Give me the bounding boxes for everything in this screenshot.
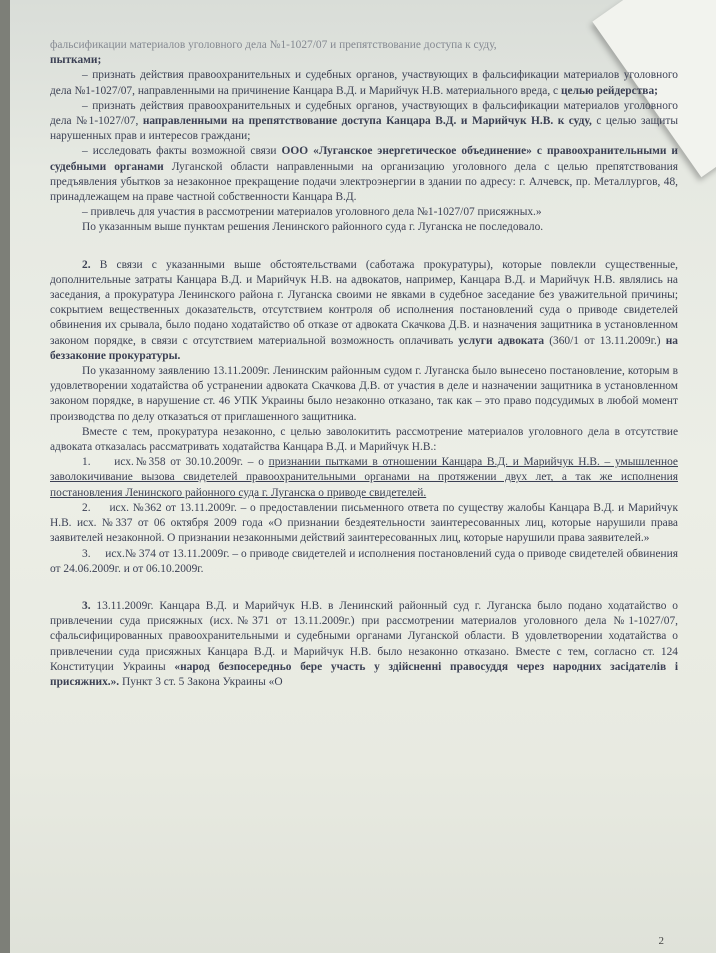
bullet-4: – привлечь для участия в рассмотрении материалов уголовного дела №1-1027/07 присяжных.» <box>82 206 542 219</box>
top-line: фальсификации материалов уголовного дела №1-1027/07 и препятствование доступа к суду, <box>50 39 497 51</box>
paragraph-not-followed: По указанным выше пунктам решения Ленинского районного суда г. Луганска не последовало. <box>82 221 544 234</box>
bullet-2: – признать действия правоохранительных и судебных органов, участвующих в фальсификации материалов уголовного дела №1-1027/07, направленными на препятствование доступа Канцара В.Д. и Марийчук Н.В. к суду, с целью защиты нарушенных прав и интересов граждани; <box>50 99 678 143</box>
paragraph-together: Вместе с тем, прокуратура незаконно, с целью заволокитить рассмотрение материалов уголовного дела в отсутствие адвоката отказалась рассматривать ходатайства Канцара В.Д. и Марийчук Н.В.: <box>50 425 678 454</box>
section-3: 3. 13.11.2009г. Канцара В.Д. и Марийчук Н.В. в Ленинский районный суд г. Луганска было подано ходатайство о привлечении суда присяжных (исх.№371 от 13.11.2009г.) при рассмотрении материалов уголовного дела №1-1027/07, сфальсифицированных правоохранительными и судебными органами Луганской области. В удовлетворении ходатайства о привлечении суда присяжных Канцара В.Д. и Марийчук Н.В. было незаконно отказано. Вместе с тем, согласно ст. 124 Конституции Украины «народ безпосередньо бере участь у здійсненні правосуддя через народних засідателів і присяжних.». Пункт 3 ст. 5 Закона Украины «О <box>50 599 679 688</box>
paragraph-statement: По указанному заявлению 13.11.2009г. Ленинским районным судом г. Луганска было вынесено постановление, которым в удовлетворении ходатайства об устранении адвоката Скачкова Д.В. от участия в деле и назначении защитника в установленном законом порядке, в нарушение ст. 46 УПК Украины было незаконно отказано, так как – это право подсудимых в любой момент производства по делу отказаться от приглашенного защитника. <box>50 365 678 423</box>
list-item-1: 1. исх.№358 от 30.10.2009г. – о признании пытками в отношении Канцара В.Д. и Марийчук Н.В. – умышленное заволокичивание вызова свидетелей правоохранительными органами на протяжении двух лет, а так же исполнения постановления Ленинского районного суда г. Луганска о приводе свидетелей. <box>50 456 678 499</box>
bullet-1: – признать действия правоохранительных и судебных органов, участвующих в фальсификации материалов уголовного дела №1-1027/07, направленными на причинение Канцара В.Д. и Марийчук Н.В. материального вреда, с целью рейдерства; <box>50 69 678 97</box>
document-page <box>10 0 716 953</box>
list-item-3: 3. исх.№ 374 от 13.11.2009г. – о приводе свидетелей и исполнения постановлений суда о приводе свидетелей обвинения от 24.06.2009г. и от 06.10.2009г. <box>50 547 678 575</box>
paragraph-pytkami: пытками; <box>50 54 102 67</box>
section-2: 2. В связи с указанными выше обстоятельствами (саботажа прокуратуры), которые повлекли существенные, дополнительные затраты Канцара В.Д. и Марийчук Н.В. на адвокатов, например, Канцара В.Д. и Марийчук Н.В. являлись на заседания, а прокуратура Ленинского района г. Луганска своими не явками в судебное заседание без уважительной причины; сокрытием вещественных доказательств, отсутствием контроля об исполнения постановлений суда о приводе свидетелей обвинения их срывала, было подано ходатайство об отказе от адвоката Скачкова Д.В. и назначения защитника в установленном законом порядке, в связи с отсутствием материальной возможность оплачивать услуги адвоката (360/1 от 13.11.2009г.) на беззаконие прокуратуры. <box>50 258 678 362</box>
bullet-3: – исследовать факты возможной связи ООО «Луганское энергетическое объединение» с правоохранительными и судебными органами Луганской области направленными на организацию уголовного дела с целью препятствования предъявления убытков за незаконное прекращение подачи электроэнергии в здании по адресу: г. Алчевск, пр. Металлургов, 48, принадлежащем на праве частной собственности Канцара В.Д. <box>50 145 678 204</box>
document-text <box>50 38 678 690</box>
page-number: 2 <box>658 935 664 947</box>
list-item-2: 2. исх. №362 от 13.11.2009г. – о предоставлении письменного ответа по существу жалобы Канцара В.Д. и Марийчук Н.В. исх. №337 от 06 октября 2009 года «О признании бездеятельности заинтересованных лиц, которые нарушили права заявителей незаконной. О признании незаконными действий заинтересованных лиц, которые нарушили права заявителей.» <box>50 501 678 545</box>
